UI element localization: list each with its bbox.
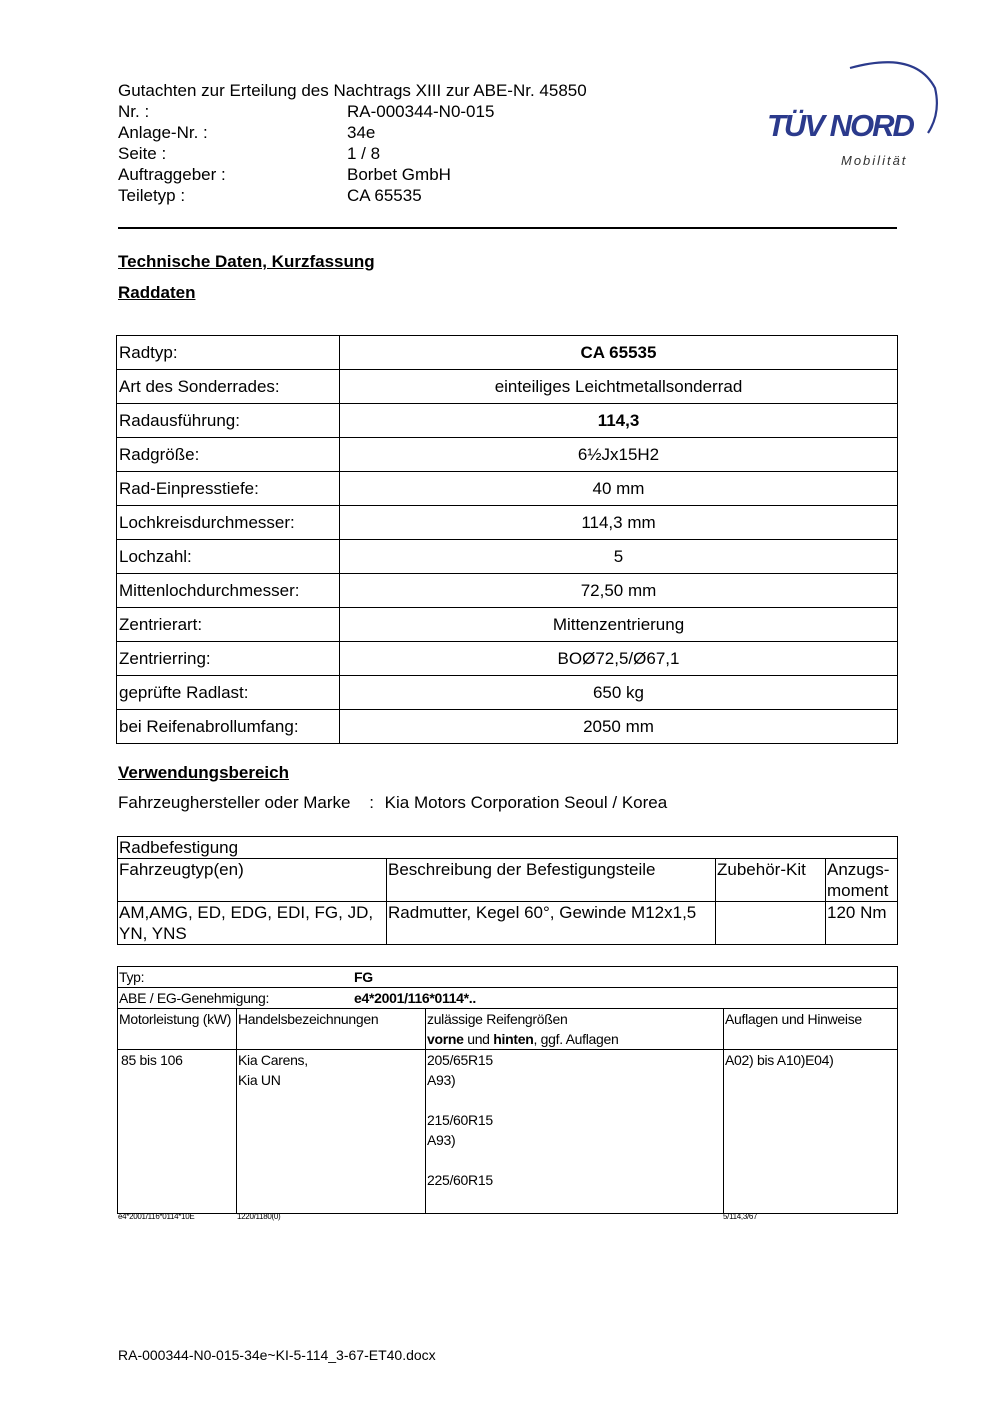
- notes-cell: A02) bis A10)E04): [724, 1050, 898, 1214]
- raddaten-label: geprüfte Radlast:: [117, 676, 340, 710]
- field-label-nr: Nr. :: [118, 102, 150, 121]
- raddaten-value: 650 kg: [340, 676, 898, 710]
- usage-separator: :: [369, 793, 374, 812]
- raddaten-table: [116, 335, 898, 744]
- footer-filename: RA-000344-N0-015-34e~KI-5-114_3-67-ET40.docx: [118, 1347, 436, 1363]
- raddaten-value: 72,50 mm: [340, 574, 898, 608]
- name-line: Kia Carens,: [238, 1052, 308, 1068]
- raddaten-title: Raddaten: [118, 283, 196, 302]
- col-reifen-hinten: hinten: [493, 1031, 534, 1047]
- befestigung-title: Radbefestigung: [118, 837, 898, 859]
- verwendung-title: Verwendungsbereich: [118, 763, 289, 782]
- raddaten-row: [117, 472, 898, 506]
- raddaten-label: Radgröße:: [117, 438, 340, 472]
- col-reifen-line2: [427, 1029, 722, 1049]
- befestigung-table: [117, 836, 898, 945]
- befestigung-header-types: Fahrzeugtyp(en): [118, 859, 387, 902]
- field-label-seite: Seite :: [118, 144, 167, 163]
- col-auflagen: Auflagen und Hinweise: [724, 1009, 898, 1050]
- col-reifen-vorne: vorne: [427, 1031, 464, 1047]
- tiny-code-a: e4*2001/116*0114*10E: [118, 1212, 195, 1221]
- tire-line: 225/60R15: [427, 1172, 493, 1188]
- raddaten-value: BOØ72,5/Ø67,1: [340, 642, 898, 676]
- raddaten-row: [117, 336, 898, 370]
- tire-line: [427, 1090, 722, 1110]
- befestigung-header-torque: Anzugs-moment: [826, 859, 898, 902]
- raddaten-row: [117, 506, 898, 540]
- raddaten-row: [117, 642, 898, 676]
- field-label-anlage: Anlage-Nr. :: [118, 123, 208, 142]
- usage-line: [118, 793, 667, 813]
- abe-value: e4*2001/116*0114*..: [354, 990, 476, 1006]
- raddaten-row: [117, 608, 898, 642]
- field-value-teiletyp: CA 65535: [347, 186, 422, 205]
- raddaten-value: 6½Jx15H2: [340, 438, 898, 472]
- abe-row: [118, 988, 898, 1009]
- raddaten-label: Lochkreisdurchmesser:: [117, 506, 340, 540]
- usage-value: Kia Motors Corporation Seoul / Korea: [384, 793, 668, 812]
- document-title: Gutachten zur Erteilung des Nachtrags XIII zur ABE-Nr. 45850: [118, 81, 587, 100]
- field-label-teiletyp: Teiletyp :: [118, 186, 186, 205]
- field-value-nr: RA-000344-N0-015: [347, 102, 495, 121]
- raddaten-value: 114,3: [340, 404, 898, 438]
- typ-value: FG: [354, 969, 373, 985]
- col-reifen-und: und: [463, 1031, 494, 1047]
- field-value-seite: 1 / 8: [347, 144, 381, 163]
- col-reifengroessen: [426, 1009, 724, 1050]
- raddaten-row: [117, 710, 898, 744]
- typ-label: Typ:: [119, 969, 145, 985]
- raddaten-value: Mittenzentrierung: [340, 608, 898, 642]
- col-reifen-tail: , ggf. Auflagen: [533, 1031, 619, 1047]
- col-handelsbezeichnungen: Handelsbezeichnungen: [237, 1009, 426, 1050]
- raddaten-row: [117, 676, 898, 710]
- tuv-nord-logo-graphic: [765, 58, 945, 173]
- field-value-anlage: 34e: [347, 123, 376, 142]
- tire-line: A93): [427, 1132, 456, 1148]
- field-label-auftraggeber: Auftraggeber :: [118, 165, 226, 184]
- col-motorleistung: Motorleistung (kW): [118, 1009, 237, 1050]
- tire-line: 215/60R15: [427, 1112, 493, 1128]
- usage-label: Fahrzeughersteller oder Marke: [118, 793, 351, 812]
- raddaten-value: 40 mm: [340, 472, 898, 506]
- tires-cell: [426, 1050, 724, 1214]
- raddaten-value: 2050 mm: [340, 710, 898, 744]
- raddaten-label: Rad-Einpresstiefe:: [117, 472, 340, 506]
- tuv-nord-logo: [765, 58, 945, 173]
- typ-row: [118, 967, 898, 988]
- befestigung-kit: [716, 902, 826, 945]
- raddaten-value: 114,3 mm: [340, 506, 898, 540]
- raddaten-value: 5: [340, 540, 898, 574]
- befestigung-torque: 120 Nm: [826, 902, 898, 945]
- raddaten-label: Zentrierart:: [117, 608, 340, 642]
- typ-table: [117, 966, 898, 1214]
- names-cell: [237, 1050, 426, 1214]
- header-divider: [118, 227, 897, 229]
- tire-line: [427, 1150, 722, 1170]
- raddaten-row: [117, 404, 898, 438]
- befestigung-desc: Radmutter, Kegel 60°, Gewinde M12x1,5: [387, 902, 716, 945]
- raddaten-label: Radtyp:: [117, 336, 340, 370]
- power-value: 85 bis 106: [118, 1050, 237, 1214]
- tire-line: 205/65R15: [427, 1052, 493, 1068]
- raddaten-row: [117, 574, 898, 608]
- tiny-code-b: 1220/1180(0): [237, 1212, 281, 1221]
- col-reifen-line1: zulässige Reifengrößen: [427, 1011, 568, 1027]
- abe-label: ABE / EG-Genehmigung:: [119, 990, 270, 1006]
- befestigung-header-kit: Zubehör-Kit: [716, 859, 826, 902]
- name-line: Kia UN: [238, 1072, 281, 1088]
- raddaten-value: einteiliges Leichtmetallsonderrad: [340, 370, 898, 404]
- raddaten-row: [117, 540, 898, 574]
- tiny-code-c: 5/114,3/67: [723, 1212, 758, 1221]
- section-title: Technische Daten, Kurzfassung: [118, 252, 375, 271]
- logo-brand-text: TÜV NORD: [767, 108, 913, 143]
- raddaten-label: Lochzahl:: [117, 540, 340, 574]
- raddaten-label: Art des Sonderrades:: [117, 370, 340, 404]
- raddaten-value: CA 65535: [340, 336, 898, 370]
- raddaten-label: Radausführung:: [117, 404, 340, 438]
- befestigung-header-desc: Beschreibung der Befestigungsteile: [387, 859, 716, 902]
- befestigung-types: AM,AMG, ED, EDG, EDI, FG, JD, YN, YNS: [118, 902, 387, 945]
- logo-sub-text: Mobilität: [841, 153, 908, 168]
- raddaten-row: [117, 438, 898, 472]
- raddaten-label: Zentrierring:: [117, 642, 340, 676]
- field-value-auftraggeber: Borbet GmbH: [347, 165, 451, 184]
- raddaten-row: [117, 370, 898, 404]
- tire-line: A93): [427, 1072, 456, 1088]
- raddaten-label: bei Reifenabrollumfang:: [117, 710, 340, 744]
- raddaten-label: Mittenlochdurchmesser:: [117, 574, 340, 608]
